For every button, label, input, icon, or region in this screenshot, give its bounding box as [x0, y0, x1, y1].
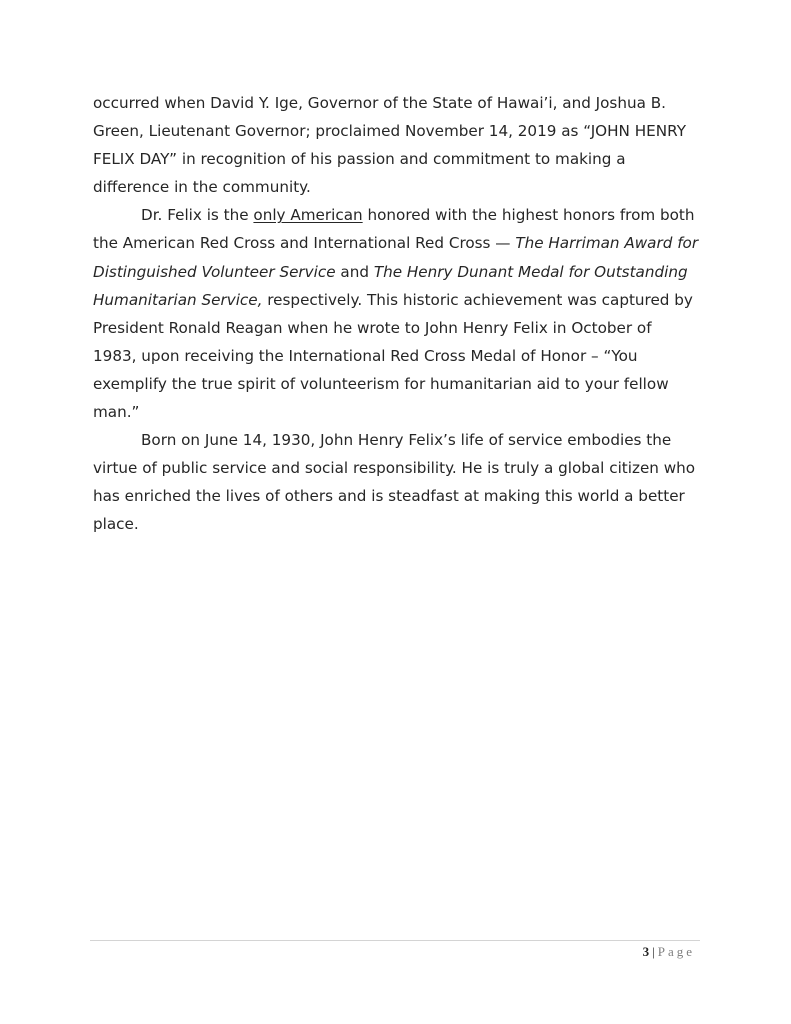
body-text [93, 89, 699, 539]
paragraph-1: occurred when David Y. Ige, Governor of the State of Hawai’i, and Joshua B. Green, Lieutenant Governor; proclaimed November 14, 2019 as “JOHN HENRY FELIX DAY” in recognition of his passion and commitment to making a difference in the community. [93, 94, 686, 197]
page-footer [643, 944, 695, 960]
page-number: 3 [642, 944, 650, 959]
paragraph-2-text-1: Dr. Felix is the [141, 206, 254, 225]
footer-divider [90, 940, 700, 941]
paragraph-2 [93, 201, 699, 426]
footer-separator: | [652, 944, 655, 959]
paragraph-2-text-4: respectively. This historic achievement was captured by President Ronald Reagan when he wrote to John Henry Felix in October of 1983, upon receiving the International Red Cross Medal of Honor – “You exemplify the true spirit of volunteerism for humanitarian aid to your fellow man.” [93, 290, 693, 422]
page-label: Page [657, 944, 695, 959]
harriman-award-title: The Harriman Award for Distinguished Volunteer Service [93, 234, 699, 281]
paragraph-2-text-2: honored with the highest honors from both the American Red Cross and International Red Cross — [93, 206, 695, 253]
paragraph-2-text-3: and [335, 262, 374, 281]
dunant-medal-title: The Henry Dunant Medal for Outstanding Humanitarian Service, [93, 262, 688, 309]
paragraph-3: Born on June 14, 1930, John Henry Felix’s life of service embodies the virtue of public service and social responsibility. He is truly a global citizen who has enriched the lives of others and is steadfast at making this world a better place. [93, 431, 696, 534]
underlined-phrase: only American [253, 206, 363, 225]
